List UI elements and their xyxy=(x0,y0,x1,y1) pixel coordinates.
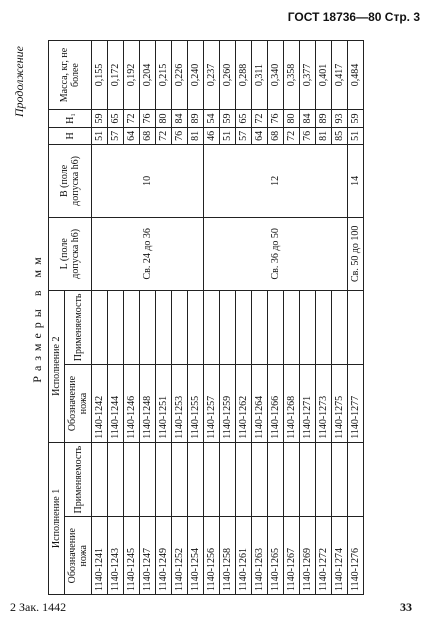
applicability-2-cell xyxy=(204,290,220,365)
mass-cell: 0,172 xyxy=(108,41,124,110)
applicability-1-cell xyxy=(172,442,188,517)
H-cell: 57 xyxy=(108,127,124,144)
designation-1-cell: 1140-1272 xyxy=(316,517,332,595)
applicability-2-cell xyxy=(140,290,156,365)
designation-1-cell: 1140-1254 xyxy=(188,517,204,595)
H-cell: 85 xyxy=(332,127,348,144)
applicability-1-cell xyxy=(204,442,220,517)
applicability-2-cell xyxy=(220,290,236,365)
applicability-2-cell xyxy=(332,290,348,365)
table-row xyxy=(236,41,252,595)
B-value-cell: 10 xyxy=(92,144,204,217)
H1-cell: 80 xyxy=(284,110,300,128)
table-row xyxy=(92,41,108,595)
applicability-2-cell xyxy=(348,290,364,365)
applicability-2-cell xyxy=(92,290,108,365)
designation-1-cell: 1140-1247 xyxy=(140,517,156,595)
applicability-2-cell xyxy=(124,290,140,365)
applicability-1-cell xyxy=(236,442,252,517)
applicability-2-cell xyxy=(252,290,268,365)
applicability-1-cell xyxy=(348,442,364,517)
designation-1-cell: 1140-1261 xyxy=(236,517,252,595)
header-H: H xyxy=(49,127,92,144)
mass-cell: 0,260 xyxy=(220,41,236,110)
H1-cell: 89 xyxy=(188,110,204,128)
rotated-content xyxy=(12,40,430,595)
table-row xyxy=(316,41,332,595)
applicability-2-cell xyxy=(156,290,172,365)
H-cell: 51 xyxy=(220,127,236,144)
applicability-2-cell xyxy=(236,290,252,365)
designation-1-cell: 1140-1269 xyxy=(300,517,316,595)
designation-2-cell: 1140-1255 xyxy=(188,365,204,443)
table-row xyxy=(188,41,204,595)
H-cell: 68 xyxy=(268,127,284,144)
H1-cell: 84 xyxy=(172,110,188,128)
footer-order: 2 Зак. 1442 xyxy=(10,600,67,614)
H1-cell: 93 xyxy=(332,110,348,128)
designation-2-cell: 1140-1246 xyxy=(124,365,140,443)
table-row xyxy=(284,41,300,595)
H1-cell: 59 xyxy=(348,110,364,128)
applicability-1-cell xyxy=(156,442,172,517)
designation-2-cell: 1140-1257 xyxy=(204,365,220,443)
table-row xyxy=(332,41,348,595)
L-range-cell: Св. 50 до 100 xyxy=(348,218,364,291)
header-applicability-1: Применяемость xyxy=(65,442,92,517)
designation-2-cell: 1140-1262 xyxy=(236,365,252,443)
table-row xyxy=(156,41,172,595)
B-value-cell: 12 xyxy=(204,144,348,217)
H1-cell: 84 xyxy=(300,110,316,128)
header-designation-1: Обозначение ножа xyxy=(65,517,92,595)
H1-cell: 65 xyxy=(236,110,252,128)
mass-cell: 0,340 xyxy=(268,41,284,110)
header-execution-1: Исполнение 1 xyxy=(49,442,65,594)
H-cell: 81 xyxy=(188,127,204,144)
mass-cell: 0,417 xyxy=(332,41,348,110)
header-applicability-2: Применяемость xyxy=(65,290,92,365)
designation-2-cell: 1140-1253 xyxy=(172,365,188,443)
footer-page-number: 33 xyxy=(400,600,412,614)
header-L: L (поле допуска h6) xyxy=(49,218,92,291)
mass-cell: 0,215 xyxy=(156,41,172,110)
table-row xyxy=(268,41,284,595)
designation-1-cell: 1140-1241 xyxy=(92,517,108,595)
applicability-2-cell xyxy=(300,290,316,365)
H-cell: 64 xyxy=(124,127,140,144)
applicability-2-cell xyxy=(188,290,204,365)
H-cell: 68 xyxy=(140,127,156,144)
applicability-1-cell xyxy=(316,442,332,517)
mass-cell: 0,401 xyxy=(316,41,332,110)
applicability-1-cell xyxy=(284,442,300,517)
H-cell: 51 xyxy=(348,127,364,144)
table-row xyxy=(140,41,156,595)
designation-1-cell: 1140-1249 xyxy=(156,517,172,595)
applicability-2-cell xyxy=(284,290,300,365)
designation-2-cell: 1140-1251 xyxy=(156,365,172,443)
H1-cell: 59 xyxy=(220,110,236,128)
designation-1-cell: 1140-1263 xyxy=(252,517,268,595)
table-row xyxy=(220,41,236,595)
applicability-1-cell xyxy=(108,442,124,517)
applicability-1-cell xyxy=(268,442,284,517)
H-cell: 76 xyxy=(172,127,188,144)
designation-2-cell: 1140-1244 xyxy=(108,365,124,443)
applicability-2-cell xyxy=(316,290,332,365)
table-row xyxy=(172,41,188,595)
header-H1: H₁ xyxy=(49,110,92,128)
table-row xyxy=(124,41,140,595)
designation-2-cell: 1140-1275 xyxy=(332,365,348,443)
header-B: В (поле допуска h6) xyxy=(49,144,92,217)
designation-2-cell: 1140-1242 xyxy=(92,365,108,443)
designation-2-cell: 1140-1259 xyxy=(220,365,236,443)
designation-2-cell: 1140-1271 xyxy=(300,365,316,443)
page-header: ГОСТ 18736—80 Стр. 3 xyxy=(287,10,420,24)
H-cell: 76 xyxy=(300,127,316,144)
H1-cell: 54 xyxy=(204,110,220,128)
applicability-1-cell xyxy=(332,442,348,517)
table-row xyxy=(348,41,364,595)
designation-2-cell: 1140-1266 xyxy=(268,365,284,443)
L-range-cell: Св. 24 до 36 xyxy=(92,218,204,291)
dimensions-table xyxy=(48,40,364,595)
H1-cell: 72 xyxy=(252,110,268,128)
designation-2-cell: 1140-1248 xyxy=(140,365,156,443)
table-row xyxy=(252,41,268,595)
header-mass: Масса, кг, не более xyxy=(49,41,92,110)
H-cell: 51 xyxy=(92,127,108,144)
table-row xyxy=(300,41,316,595)
mass-cell: 0,240 xyxy=(188,41,204,110)
H1-cell: 65 xyxy=(108,110,124,128)
L-range-cell: Св. 36 до 50 xyxy=(204,218,348,291)
header-designation-2: Обозначение ножа xyxy=(65,365,92,443)
designation-1-cell: 1140-1267 xyxy=(284,517,300,595)
H1-cell: 76 xyxy=(268,110,284,128)
H-cell: 64 xyxy=(252,127,268,144)
continuation-label: Продолжение xyxy=(12,46,26,118)
H1-cell: 72 xyxy=(124,110,140,128)
applicability-1-cell xyxy=(220,442,236,517)
table-title: Размеры в мм xyxy=(30,252,44,383)
applicability-1-cell xyxy=(252,442,268,517)
applicability-1-cell xyxy=(92,442,108,517)
designation-1-cell: 1140-1265 xyxy=(268,517,284,595)
designation-1-cell: 1140-1274 xyxy=(332,517,348,595)
header-execution-2: Исполнение 2 xyxy=(49,290,65,442)
mass-cell: 0,358 xyxy=(284,41,300,110)
applicability-2-cell xyxy=(268,290,284,365)
mass-cell: 0,484 xyxy=(348,41,364,110)
designation-1-cell: 1140-1243 xyxy=(108,517,124,595)
H-cell: 46 xyxy=(204,127,220,144)
B-value-cell: 14 xyxy=(348,144,364,217)
mass-cell: 0,288 xyxy=(236,41,252,110)
applicability-1-cell xyxy=(124,442,140,517)
applicability-2-cell xyxy=(108,290,124,365)
H-cell: 81 xyxy=(316,127,332,144)
H1-cell: 80 xyxy=(156,110,172,128)
table-row xyxy=(204,41,220,595)
designation-1-cell: 1140-1252 xyxy=(172,517,188,595)
designation-1-cell: 1140-1245 xyxy=(124,517,140,595)
designation-1-cell: 1140-1256 xyxy=(204,517,220,595)
mass-cell: 0,311 xyxy=(252,41,268,110)
H1-cell: 76 xyxy=(140,110,156,128)
applicability-1-cell xyxy=(300,442,316,517)
H-cell: 72 xyxy=(284,127,300,144)
applicability-1-cell xyxy=(188,442,204,517)
mass-cell: 0,377 xyxy=(300,41,316,110)
designation-2-cell: 1140-1277 xyxy=(348,365,364,443)
designation-2-cell: 1140-1264 xyxy=(252,365,268,443)
mass-cell: 0,237 xyxy=(204,41,220,110)
table-row xyxy=(108,41,124,595)
designation-1-cell: 1140-1258 xyxy=(220,517,236,595)
H1-cell: 59 xyxy=(92,110,108,128)
H1-cell: 89 xyxy=(316,110,332,128)
mass-cell: 0,192 xyxy=(124,41,140,110)
mass-cell: 0,155 xyxy=(92,41,108,110)
applicability-1-cell xyxy=(140,442,156,517)
designation-1-cell: 1140-1276 xyxy=(348,517,364,595)
mass-cell: 0,226 xyxy=(172,41,188,110)
mass-cell: 0,204 xyxy=(140,41,156,110)
applicability-2-cell xyxy=(172,290,188,365)
designation-2-cell: 1140-1268 xyxy=(284,365,300,443)
designation-2-cell: 1140-1273 xyxy=(316,365,332,443)
H-cell: 57 xyxy=(236,127,252,144)
H-cell: 72 xyxy=(156,127,172,144)
